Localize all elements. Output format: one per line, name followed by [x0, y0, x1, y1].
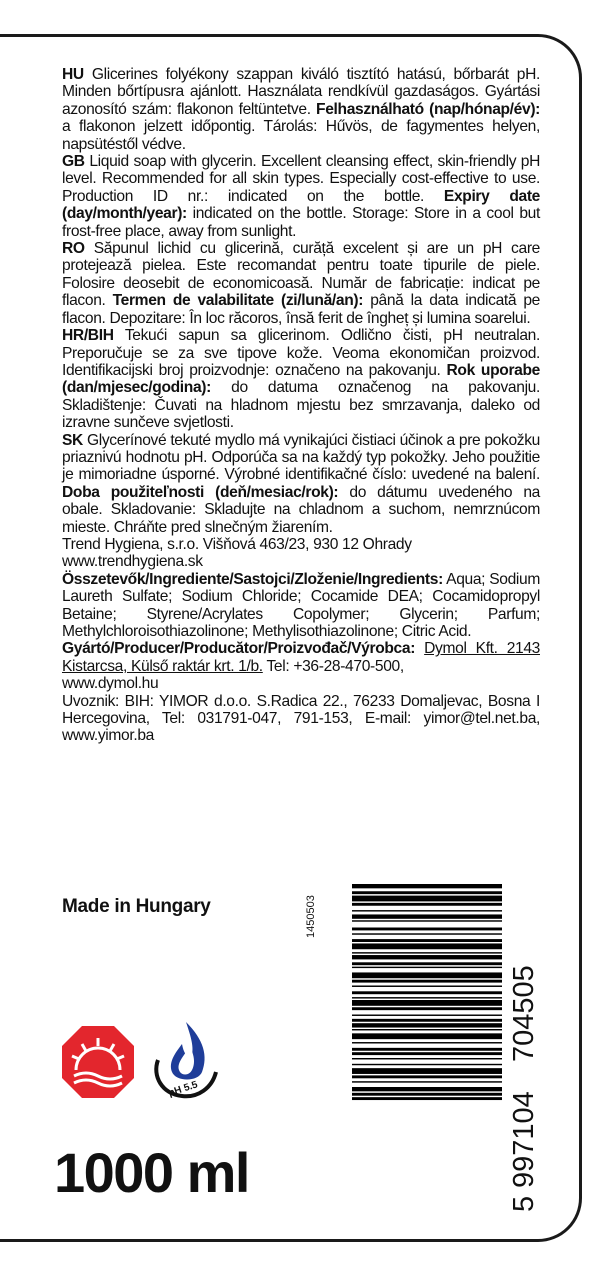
paragraph-hr: [62, 327, 540, 431]
barcode-bar: [352, 920, 502, 921]
barcode: [352, 882, 530, 1206]
barcode-bar: [352, 1064, 502, 1065]
producer-address: Dymol Kft. 2143 Kistarcsa, Külső raktár krt. 1/b.: [62, 640, 540, 675]
paragraph-sk: [62, 432, 540, 536]
ro-storage-text: până la data indicată pe flacon. Depozitare: În loc răcoros, însă ferit de îngheț și lumina soarelui.: [62, 292, 540, 327]
lang-code-sk: SK: [62, 431, 83, 449]
barcode-bar: [352, 1081, 502, 1082]
barcode-bar: [352, 980, 502, 983]
barcode-bar: [352, 1068, 502, 1074]
paragraph-gb: [62, 153, 540, 240]
label-text: [62, 66, 540, 745]
barcode-bar: [352, 955, 502, 959]
hr-storage-text: do datuma označenog na pakovanju. Skladištenje: Čuvati na hladnom mjestu bez smrzavanja, daleko od izravne sunčeve svjetlosti.: [62, 379, 540, 432]
barcode-bar: [352, 884, 502, 888]
barcode-bar: [352, 891, 502, 894]
ro-text: Săpunul lichid cu glicerină, curăță excelent și are un pH care protejează pielea. Este recomandat pentru toate tipurile de piele. Folosire deosebit de economicoasă. Număr de fabricație: indicat pe flacon.: [62, 240, 540, 310]
barcode-bar: [352, 1087, 502, 1091]
hr-text: Tekući sapun sa glicerinom. Odlično čisti, pH neutralan. Preporučuje se za sve tipove kože. Veoma ekonomičan proizvod. Identifikacijski broj proizvodnje: označeno na pakovanju.: [62, 327, 540, 379]
barcode-bar: [352, 1042, 502, 1043]
ingredients-list: Aqua; Sodium Laureth Sulfate; Sodium Chloride; Cocamide DEA; Cocamidopropyl Betaine; Styrene/Acrylates Copolymer; Glycerin; Parfum; Methylchloroisothiazolinone; Methylisothiazolinone; Citric Acid.: [62, 570, 540, 640]
lang-code-hu: HU: [62, 66, 84, 83]
hu-expiry-label: Felhasználható (nap/hónap/év):: [316, 100, 540, 118]
barcode-bar: [352, 997, 502, 998]
barcode-bar: [352, 928, 502, 931]
barcode-bar: [352, 914, 502, 918]
barcode-bar: [352, 1029, 502, 1030]
ingredients-heading: Összetevők/Ingrediente/Sastojci/Zloženie/Ingredients:: [62, 570, 443, 588]
paragraph-ro: [62, 240, 540, 327]
sk-text: Glycerínové tekuté mydlo má vynikajúci čistiaci účinok a pre pokožku priaznivú hodnotu pH. Odporúča sa na každý typ pokožky. Jeho použitie je mimoriadne úsporné. Výrobné identifikačné číslo: uvedené na balení.: [62, 431, 540, 484]
barcode-bar: [352, 903, 502, 906]
barcode-bar: [352, 1000, 502, 1006]
barcode-bar: [352, 1052, 502, 1055]
hu-storage-text: a flakonon jelzett időpontig. Tárolás: Hűvös, de fagymentes helyen, napsütéstől védve.: [62, 118, 540, 153]
lang-code-ro: RO: [62, 240, 85, 258]
ph-flame-icon: [146, 1016, 224, 1100]
producer-phone: Tel: +36-28-470-500,: [262, 657, 404, 675]
barcode-group-2: 704505: [508, 965, 540, 1062]
distributor-website: www.trendhygiena.sk: [62, 553, 203, 571]
batch-code: 1450503: [305, 895, 317, 938]
lang-code-gb: GB: [62, 153, 85, 171]
barcode-bar: [352, 1019, 502, 1022]
barcode-bar: [352, 1015, 502, 1016]
volume: 1000 ml: [54, 1141, 249, 1204]
barcode-bar: [352, 1075, 502, 1078]
barcode-bar: [352, 991, 502, 994]
producer-website: www.dymol.hu: [62, 675, 159, 693]
barcode-bar: [352, 939, 502, 942]
sun-logo-icon: [60, 1024, 136, 1100]
barcode-bar: [352, 1023, 502, 1027]
hu-text: Glicerines folyékony szappan kiváló tisztító hatású, bőrbarát pH. Minden bőrtípusra ajánlott. Használata rendkívül gazdaságos. Gyártási azonosító szám: flakonon feltüntetve.: [62, 66, 540, 118]
gb-storage-text: indicated on the bottle. Storage: Store in a cool but frost-free place, away from sunlight.: [62, 205, 540, 240]
barcode-bar: [352, 910, 502, 911]
barcode-bar: [352, 896, 502, 902]
barcode-group-1: 997104: [508, 1091, 540, 1188]
barcode-bar: [352, 933, 502, 934]
producer: [62, 640, 540, 692]
made-in-label: Made in Hungary: [62, 896, 211, 917]
barcode-bar: [352, 952, 502, 953]
barcode-bar: [352, 1097, 502, 1100]
barcode-bar: [352, 1058, 502, 1059]
barcode-bar: [352, 1093, 502, 1096]
sk-storage-text: do dátumu uvedeného na obale. Skladovanie: Skladujte na chladnom a suchom, nemrznúcom mieste. Chráňte pred slnečným žiarením.: [62, 483, 540, 536]
barcode-bar: [352, 967, 502, 968]
barcode-bar: [352, 1048, 502, 1051]
gb-text: Liquid soap with glycerin. Excellent cleansing effect, skin-friendly pH level. Recommended for all skin types. Especially cost-effective to use. Production ID nr.: indicated on the bottle.: [62, 153, 540, 205]
gb-expiry-label: Expiry date (day/month/year):: [62, 187, 540, 223]
barcode-bar: [352, 1007, 502, 1010]
barcode-bar: [352, 962, 502, 965]
distributor-address: Trend Hygiena, s.r.o. Višňová 463/23, 930 12 Ohrady: [62, 535, 412, 553]
ingredients: [62, 571, 540, 641]
barcode-first-digit: 5: [508, 1195, 540, 1212]
barcode-bar: [352, 986, 502, 987]
importer: Uvoznik: BIH: YIMOR d.o.o. S.Radica 22., 76233 Domaljevac, Bosna I Hercegovina, Tel: 031791-047, 791-153, E-mail: yimor@tel.net.ba, www.yimor.ba: [62, 692, 540, 745]
barcode-bar: [352, 943, 502, 949]
ro-expiry-label: Termen de valabilitate (zi/lună/an):: [112, 292, 364, 310]
lang-code-hr: HR/BIH: [62, 327, 114, 345]
paragraph-hu: [62, 66, 540, 153]
producer-heading: Gyártó/Producer/Producător/Proizvođač/Výrobca:: [62, 640, 416, 658]
barcode-bar: [352, 972, 502, 978]
ph-badge: pH 5.5: [167, 1079, 200, 1100]
barcode-bar: [352, 1033, 502, 1039]
sk-expiry-label: Doba použiteľnosti (deň/mesiac/rok):: [62, 483, 339, 501]
hr-expiry-label: Rok uporabe (dan/mjesec/godina):: [62, 361, 540, 397]
